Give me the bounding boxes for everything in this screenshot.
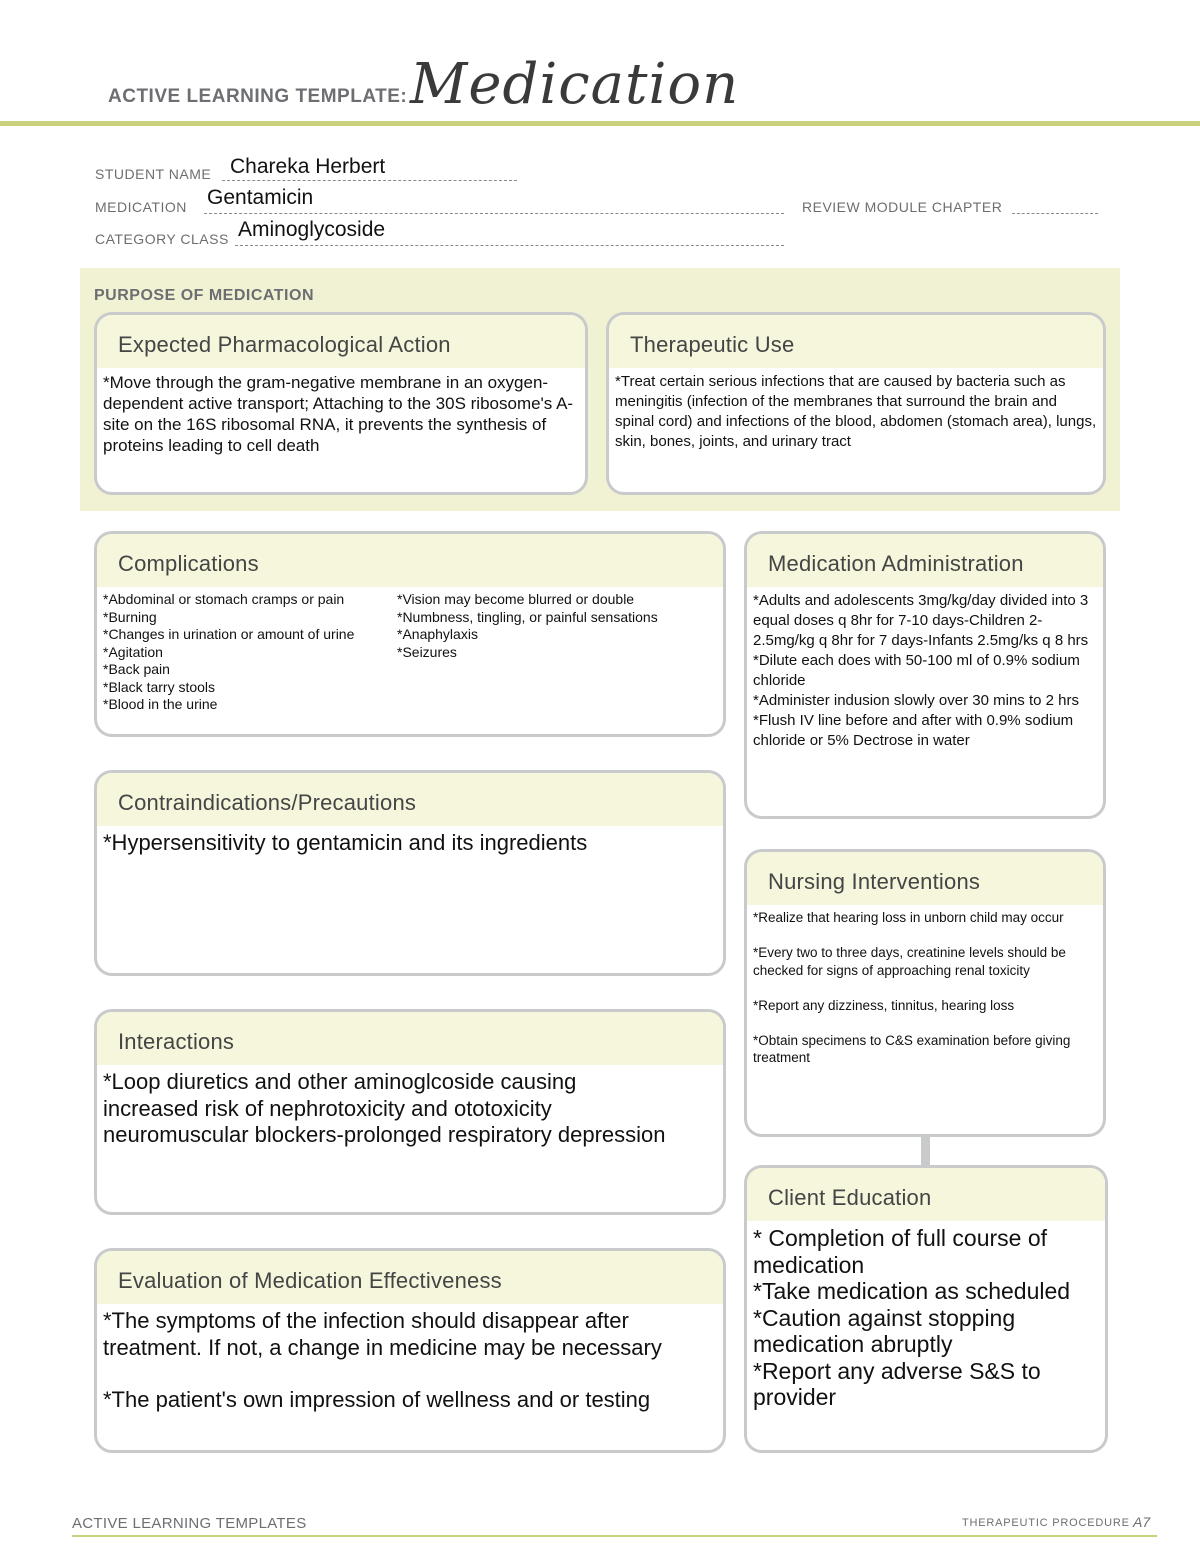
header-divider [0,121,1200,126]
interactions-line: increased risk of nephrotoxicity and ototoxicity [103,1095,552,1121]
medication-line [204,212,784,214]
list-item: *Back pain [103,661,170,677]
expected-action-heading: Expected Pharmacological Action [97,315,585,368]
list-item: *Blood in the urine [103,696,218,712]
list-item: *Seizures [397,643,457,660]
therapeutic-use-heading: Therapeutic Use [609,315,1103,368]
complications-card [94,531,726,737]
list-item: *Abdominal or stomach cramps or pain [103,591,345,607]
nursing-interventions-heading: Nursing Interventions [747,852,1103,905]
footer-right-label: THERAPEUTIC PROCEDURE [962,1517,1130,1529]
list-item: *Black tarry stools [103,678,216,695]
footer-left-label: ACTIVE LEARNING TEMPLATES [72,1515,307,1532]
list-item: *Numbness, tingling, or painful sensations [397,608,658,625]
therapeutic-use-text: *Treat certain serious infections that are caused by bacteria such as meningitis (infection of the membranes that surround the brain and spinal cord) and infections of the blood, abdomen (stomach area), lungs, skin, bones, joints, and urinary tract [615,373,1097,450]
evaluation-heading: Evaluation of Medication Effectiveness [97,1251,723,1304]
list-item: *Report any adverse S&S to provider [753,1357,1041,1410]
list-item: *Burning [103,608,157,625]
list-item: *Report any dizziness, tinnitus, hearing loss [753,997,1015,1013]
medication-administration-heading: Medication Administration [747,534,1103,587]
category-class-label: CATEGORY CLASS [95,231,229,247]
list-item: *Realize that hearing loss in unborn child may occur [753,910,1064,925]
student-name-line [222,179,517,181]
nursing-interventions-list [747,905,1103,1067]
list-item: *Every two to three days, creatinine levels should be checked for signs of approaching renal toxicity [753,945,1066,978]
list-item: *Vision may become blurred or double [397,591,635,607]
nursing-interventions-card [744,849,1106,1137]
contraindications-text: *Hypersensitivity to gentamicin and its ingredients [103,830,588,855]
list-item: * Completion of full course of medication [753,1225,1048,1278]
section-connector [921,1134,930,1166]
list-item: *Changes in urination or amount of urine [103,626,355,642]
list-item: *Agitation [103,643,163,660]
interactions-line: *Loop diuretics and other aminoglcoside causing [103,1069,577,1094]
evaluation-paragraph: *The symptoms of the infection should disappear after treatment. If not, a change in medicine may be necessary [103,1308,662,1360]
list-item: *Administer indusion slowly over 30 mins to 2 hrs [753,692,1079,709]
complications-column-right [397,591,697,714]
interactions-card [94,1009,726,1215]
review-module-line [1012,212,1098,214]
complications-column-left [103,591,391,714]
student-name-field[interactable]: Chareka Herbert [230,155,386,178]
category-class-field[interactable]: Aminoglycoside [238,218,386,241]
contraindications-heading: Contraindications/Precautions [97,773,723,826]
client-education-card [744,1165,1108,1453]
template-label: ACTIVE LEARNING TEMPLATE: [108,86,408,107]
review-module-label: REVIEW MODULE CHAPTER [802,199,1003,215]
expected-action-card [94,312,588,495]
list-item: *Dilute each does with 50-100 ml of 0.9% sodium chloride [753,652,1080,689]
client-education-heading: Client Education [747,1168,1105,1221]
evaluation-paragraph: *The patient's own impression of wellness and or testing [103,1387,651,1412]
evaluation-card [94,1248,726,1453]
interactions-line: neuromuscular blockers-prolonged respiratory depression [103,1122,666,1147]
category-class-line [235,244,784,246]
page-number: A7 [1133,1514,1151,1530]
medication-field[interactable]: Gentamicin [207,186,314,209]
list-item: *Take medication as scheduled [753,1278,1071,1304]
list-item: *Caution against stopping medication abruptly [753,1304,1016,1357]
list-item: *Anaphylaxis [397,626,478,642]
medication-label: MEDICATION [95,199,187,215]
complications-list [97,587,723,714]
complications-heading: Complications [97,534,723,587]
list-item: *Flush IV line before and after with 0.9% sodium chloride or 5% Dectrose in water [753,712,1074,749]
page-header [0,0,1200,130]
footer-divider [72,1535,1157,1537]
page-title: Medication [410,52,740,117]
list-item: *Adults and adolescents 3mg/kg/day divided into 3 equal doses q 8hr for 7-10 days-Children 2-2.5mg/kg q 8hr for 7 days-Infants 2.5mg/ks q 8 hrs [753,592,1089,649]
medication-administration-list [747,587,1103,751]
client-education-list [747,1221,1105,1411]
evaluation-text [97,1304,723,1414]
therapeutic-use-card [606,312,1106,495]
student-name-label: STUDENT NAME [95,166,212,182]
interactions-heading: Interactions [97,1012,723,1065]
purpose-title: PURPOSE OF MEDICATION [94,287,314,304]
interactions-text [97,1065,723,1149]
contraindications-card [94,770,726,976]
medication-administration-card [744,531,1106,819]
list-item: *Obtain specimens to C&S examination before giving treatment [753,1032,1071,1065]
expected-action-text: *Move through the gram-negative membrane in an oxygen-dependent active transport; Attaching to the 30S ribosome's A-site on the 16S ribosomal RNA, it prevents the synthesis of proteins leading to cell death [103,373,574,455]
